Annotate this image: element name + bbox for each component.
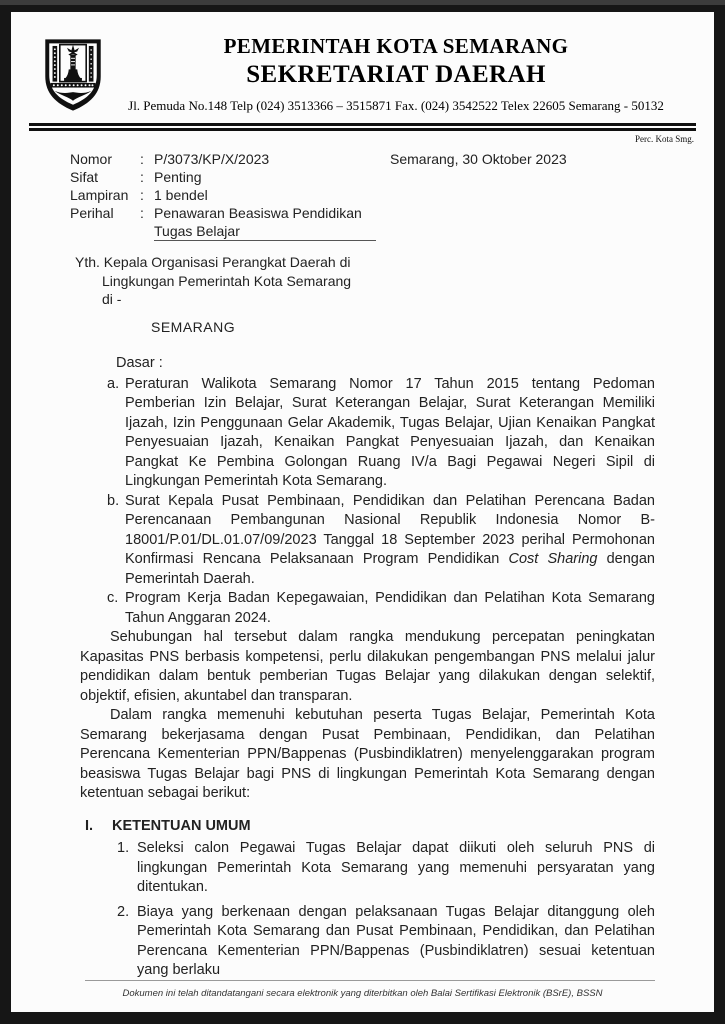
meta-value-nomor: P/3073/KP/X/2023 (154, 151, 270, 167)
letterhead-text (106, 34, 684, 114)
meta-label-nomor: Nomor (70, 151, 113, 167)
dasar-item-a (107, 375, 655, 492)
meta-colon: : (140, 187, 144, 203)
meta-colon: : (140, 151, 144, 167)
meta-colon: : (140, 169, 144, 185)
section-numeral: I. (85, 817, 94, 834)
meta-label-sifat: Sifat (70, 169, 99, 185)
digital-signature-note: Dokumen ini telah ditandatangani secara elektronik yang diterbitkan oleh Balai Sertifikasi Elektronik (BSrE), BSSN (122, 988, 603, 999)
dasar-heading: Dasar : (116, 355, 163, 371)
meta-label-perihal: Perihal (70, 205, 114, 221)
org-unit: SEKRETARIAT DAERAH (246, 61, 546, 88)
meta-value-sifat: Penting (154, 169, 202, 185)
dasar-item-text: Surat Kepala Pusat Pembinaan, Pendidikan dan Pelatihan Perencana Badan Perencanaan Pembangunan Nasional Republik Indonesia Nomor B-18001/P.01/DL.01.07/09/2023 Tanggal 18 September 2023 perihal Permohonan Konfirmasi Rencana Pelaksanaan Program Pendidikan Cost Sharing dengan Pemerintah Daerah. (125, 492, 655, 587)
list-marker: b. (107, 492, 120, 509)
section-heading (85, 817, 655, 837)
dasar-item-text: Program Kerja Badan Kepegawaian, Pendidikan dan Pelatihan Kota Semarang Tahun Anggaran 2024. (125, 590, 655, 626)
letter-page (11, 12, 714, 1012)
meta-grid (70, 150, 655, 241)
recipient-line: Yth. Kepala Organisasi Perangkat Daerah di (75, 254, 351, 270)
section-title: KETENTUAN UMUM (112, 817, 251, 834)
org-address: Jl. Pemuda No.148 Telp (024) 3513366 – 3515871 Fax. (024) 3542522 Telex 22605 Semarang - 50132 (128, 98, 664, 113)
meta-label-lampiran: Lampiran (70, 187, 129, 203)
dasar-item-c (107, 589, 655, 628)
org-name: PEMERINTAH KOTA SEMARANG (223, 34, 569, 58)
section-item-text: Seleksi calon Pegawai Tugas Belajar dapat diikuti oleh seluruh PNS di lingkungan Pemerintah Kota Semarang yang memenuhi persyaratan yang ditentukan. (137, 840, 655, 895)
list-marker: 1. (117, 840, 130, 856)
recipient-line: Lingkungan Pemerintah Kota Semarang (102, 272, 352, 289)
dasar-section (107, 354, 655, 628)
recipient-block (75, 253, 655, 336)
letter-meta (70, 150, 655, 241)
body-paragraph: Dalam rangka memenuhi kebutuhan peserta Tugas Belajar, Pemerintah Kota Semarang bekerjasama dengan Pusat Pembinaan, Pendidikan, dan Pelatihan Perencana Kementerian PPN/Bappenas (Pusbindiklatren) menyelenggarakan program beasiswa Tugas Belajar bagi PNS di lingkungan Pemerintah Kota Semarang dengan ketentuan sebagai berikut: (80, 707, 655, 801)
recipient-city: SEMARANG (151, 318, 236, 335)
page-footer (11, 980, 714, 999)
dasar-item-b (107, 492, 655, 590)
meta-colon: : (140, 205, 144, 221)
meta-value-lampiran: 1 bendel (154, 187, 208, 203)
section-item-2 (85, 903, 655, 981)
section-item-1 (85, 839, 655, 898)
list-marker: c. (107, 590, 119, 606)
printer-note: Perc. Kota Smg. (635, 134, 694, 144)
letter-date: Semarang, 30 Oktober 2023 (390, 151, 567, 167)
meta-value-perihal: Penawaran Beasiswa Pendidikan Tugas Belajar (154, 204, 376, 241)
scan-edge (0, 0, 725, 5)
section-ketentuan-umum (85, 817, 655, 981)
footer-divider (85, 980, 655, 981)
dasar-item-text: Peraturan Walikota Semarang Nomor 17 Tahun 2015 tentang Pedoman Pemberian Izin Belajar, Surat Keterangan Belajar, Surat Keterangan Memiliki Ijazah, Izin Penggunaan Gelar Akademik, Tugas Belajar, Ujian Kenaikan Pangkat Penyesuaian Ijazah, Kenaikan Pangkat Penyesuaian Ijazah, dan Kenaikan Pangkat Ke Pembina Golongan Ruang IV/a Bagi Pegawai Negeri Sipil di Lingkungan Pemerintah Kota Semarang. (125, 375, 655, 489)
section-item-text: Biaya yang berkenaan dengan pelaksanaan Tugas Belajar ditanggung oleh Pemerintah Kota Semarang dan Pusat Pembinaan, Pendidikan, dan Pelatihan Perencana Kementerian PPN/Bappenas (Pusbindiklatren) sesuai ketentuan yang berlaku (137, 903, 655, 978)
letterhead-double-rule (29, 123, 696, 131)
semarang-city-emblem-icon (40, 34, 106, 116)
list-marker: 2. (117, 903, 130, 920)
list-marker: a. (107, 375, 120, 392)
letterhead (40, 34, 684, 116)
recipient-line: di - (102, 291, 122, 307)
body-paragraph: Sehubungan hal tersebut dalam rangka mendukung percepatan peningkatan Kapasitas PNS berbasis kompetensi, perlu dilakukan pengembangan PNS melalui jalur pendidikan dalam bentuk pemberian Tugas Belajar yang dilakukan dengan selektif, objektif, efisien, akuntabel dan transparan. (80, 629, 655, 704)
section-items (85, 839, 655, 981)
